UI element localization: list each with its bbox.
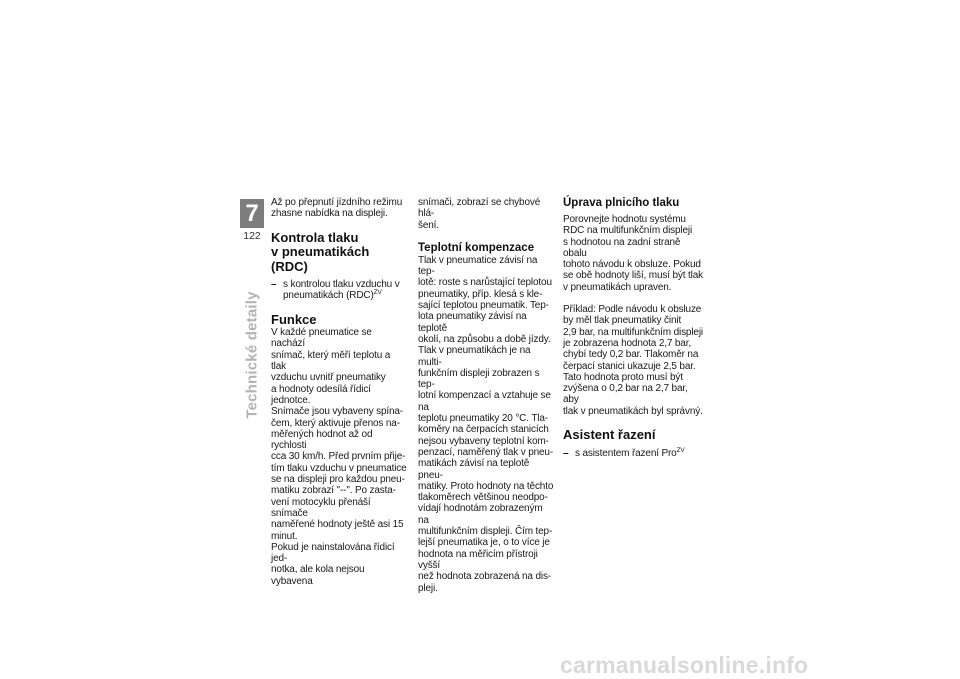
text-line: minut. bbox=[271, 530, 298, 542]
text-line: naměřené hodnoty ještě asi 15 bbox=[271, 519, 404, 531]
text-line: měřených hodnot až od rychlosti bbox=[271, 428, 373, 452]
text-line: Pokud je nainstalována řídicí jed- bbox=[271, 541, 395, 565]
text-line: s hodnotou na zadní straně obalu bbox=[563, 236, 681, 259]
text-line: vení motocyklu přenáší snímače bbox=[271, 496, 371, 519]
text-line: se obě hodnoty liší, musí být tlak bbox=[563, 270, 703, 282]
text-line: a hodnoty odesílá řídicí jednotce. bbox=[271, 383, 371, 406]
text-line: zvýšena o 0,2 bar na 2,7 bar, aby bbox=[563, 383, 688, 406]
heading-rdc: Kontrola tlaku bbox=[271, 229, 359, 245]
text-line: snímači, zobrazí se chybové hlá- bbox=[418, 197, 541, 220]
list-item-text: pneumatikách (RDC) bbox=[283, 290, 374, 302]
text-line: než hodnota zobrazená na dis- bbox=[418, 571, 551, 583]
page-number: 122 bbox=[243, 230, 261, 242]
text-line: hodnota na měřicím přístroji vyšší bbox=[418, 548, 538, 571]
paragraph-kompenzace bbox=[418, 255, 554, 594]
text-line: Tlak v pneumatikách je na multi- bbox=[418, 345, 531, 368]
equipment-code: ZV bbox=[373, 289, 382, 297]
text-line: nejsou vybaveny teplotní kom- bbox=[418, 435, 549, 447]
heading-teplotni-kompenzace: Teplotní kompenzace bbox=[418, 241, 535, 254]
text-line: čerpací stanici ukazuje 2,5 bar. bbox=[563, 360, 696, 372]
text-line: penzací, naměřený tlak v pneu- bbox=[418, 446, 554, 458]
text-line: tlak v pneumatikách byl správný. bbox=[563, 405, 703, 417]
text-line: Příklad: Podle návodu k obsluze bbox=[563, 304, 702, 316]
text-line: okolí, na způsobu a době jízdy. bbox=[418, 333, 551, 345]
list-item-text: s asistentem řazení Pro bbox=[575, 447, 677, 459]
heading-funkce: Funkce bbox=[271, 311, 317, 327]
watermark: carmanualsonline.info bbox=[560, 652, 809, 678]
text-line: sající teplotou pneumatik. Tep- bbox=[418, 300, 549, 312]
text-line: tím tlaku vzduchu v pneumatice bbox=[271, 462, 407, 474]
text-line: teplotu pneumatiky 20 °C. Tla- bbox=[418, 413, 548, 425]
text-line: matiky. Proto hodnoty na těchto bbox=[418, 480, 554, 492]
chapter-number: 7 bbox=[240, 199, 264, 228]
column-1 bbox=[271, 197, 407, 587]
intro-line: zhasne nabídka na displeji. bbox=[271, 208, 388, 220]
text-line: je zobrazena hodnota 2,7 bar, bbox=[563, 337, 691, 349]
paragraph-priklad bbox=[563, 304, 703, 417]
equipment-code: ZV bbox=[676, 446, 685, 454]
text-line: lota pneumatiky závisí na teplotě bbox=[418, 311, 527, 334]
text-line: v pneumatikách upraven. bbox=[563, 281, 672, 293]
text-line: V každé pneumatice se nachází bbox=[271, 327, 372, 350]
intro-line: Až po přepnutí jízdního režimu bbox=[271, 197, 403, 208]
text-line: chybí tedy 0,2 bar. Tlakoměr na bbox=[563, 349, 699, 361]
text-line: šení. bbox=[418, 219, 439, 231]
text-line: matiku zobrazí "--". Po zasta- bbox=[271, 485, 396, 497]
text-line: lotní kompenzací a vztahuje se na bbox=[418, 390, 551, 413]
text-line: Tato hodnota proto musí být bbox=[563, 371, 683, 383]
text-line: tohoto návodu k obsluze. Pokud bbox=[563, 259, 701, 271]
text-line: multifunkčním displeji. Čím tep- bbox=[418, 526, 553, 538]
heading-asistent-razeni: Asistent řazení bbox=[563, 427, 656, 443]
text-line: RDC na multifunkčním displeji bbox=[563, 225, 693, 237]
text-line: pneumatiky, příp. klesá s kle- bbox=[418, 288, 543, 300]
text-line: Snímače jsou vybaveny spína- bbox=[271, 406, 403, 418]
list-item-rdc bbox=[271, 279, 407, 302]
column-3 bbox=[563, 197, 703, 459]
paragraph-uprava bbox=[563, 214, 703, 293]
text-line: se na displeji pro každou pneu- bbox=[271, 474, 405, 486]
text-line: Porovnejte hodnotu systému bbox=[563, 214, 686, 225]
text-line: by měl tlak pneumatiky činit bbox=[563, 315, 682, 327]
text-line: lejší pneumatika je, o to více je bbox=[418, 537, 550, 549]
text-line: 2,9 bar, na multifunkčním displeji bbox=[563, 326, 703, 338]
text-line: matikách závisí na teplotě pneu- bbox=[418, 458, 530, 481]
text-line: pleji. bbox=[418, 582, 438, 594]
paragraph-funkce bbox=[271, 327, 407, 587]
text-line: Tlak v pneumatice závisí na tep- bbox=[418, 254, 538, 278]
text-line: snímač, který měří teplotu a tlak bbox=[271, 349, 391, 373]
text-line: tlakoměrech většinou neodpo- bbox=[418, 492, 548, 504]
text-line: vzduchu uvnitř pneumatiky bbox=[271, 372, 386, 384]
list-item-asistent bbox=[563, 448, 703, 459]
column-2 bbox=[418, 197, 554, 594]
text-line: koměry na čerpacích stanicích bbox=[418, 424, 549, 436]
text-line: funkčním displeji zobrazen s tep- bbox=[418, 367, 540, 391]
text-line: notka, ale kola nejsou vybavena bbox=[271, 564, 365, 587]
heading-rdc: v pneumatikách (RDC) bbox=[271, 244, 370, 274]
text-line: čem, který aktivuje přenos na- bbox=[271, 417, 400, 429]
text-line: cca 30 km/h. Před prvním přije- bbox=[271, 451, 406, 463]
list-item-text: – s kontrolou tlaku vzduchu v bbox=[271, 279, 407, 290]
text-line: lotě: roste s narůstající teplotou bbox=[418, 277, 552, 289]
heading-uprava-plniciho-tlaku: Úprava plnicího tlaku bbox=[563, 197, 680, 209]
text-line: vídají hodnotám zobrazeným na bbox=[418, 503, 543, 526]
chapter-side-title: Technické detaily bbox=[243, 291, 261, 419]
list-item-text-cont bbox=[271, 290, 407, 301]
